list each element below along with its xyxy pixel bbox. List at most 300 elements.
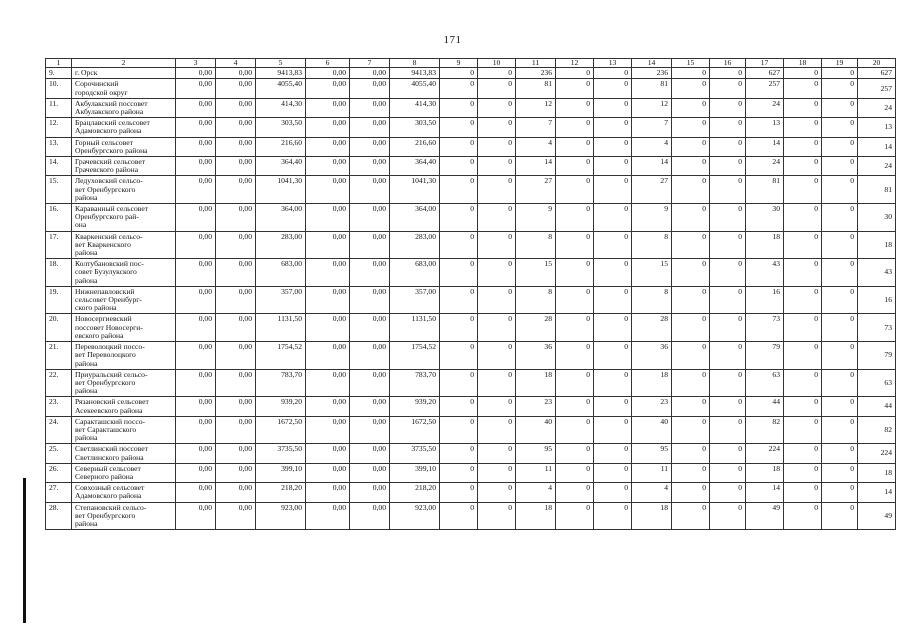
table-cell: 0	[672, 483, 710, 502]
table-cell: 0	[478, 259, 516, 287]
table-cell: 82	[746, 416, 784, 444]
table-cell: 81	[858, 176, 896, 204]
table-cell: 0	[440, 98, 478, 117]
table-cell: 0,00	[176, 137, 216, 156]
table-cell: 0	[672, 444, 710, 463]
table-cell: 0	[784, 231, 822, 259]
table-row	[46, 157, 896, 176]
table-cell: 0,00	[306, 259, 350, 287]
table-row	[46, 416, 896, 444]
table-cell: 0	[556, 416, 594, 444]
table-cell: 0,00	[176, 369, 216, 397]
table-cell: 0,00	[216, 314, 256, 342]
table-cell: 9413,83	[256, 68, 306, 79]
municipality-name: г. Орск	[72, 68, 176, 79]
table-cell: 0	[594, 137, 632, 156]
municipality-name: Рязановский сельсовет Асекеевского района	[72, 397, 176, 416]
table-cell: 0	[594, 259, 632, 287]
table-cell: 0,00	[306, 444, 350, 463]
table-cell: 4	[632, 137, 672, 156]
table-cell: 0	[440, 68, 478, 79]
table-cell: 0	[478, 176, 516, 204]
table-cell: 0	[594, 98, 632, 117]
table-cell: 0	[478, 314, 516, 342]
table-cell: 0,00	[306, 286, 350, 314]
table-row	[46, 259, 896, 287]
table-cell: 783,70	[256, 369, 306, 397]
table-cell: 0	[478, 137, 516, 156]
table-cell: 0	[822, 98, 858, 117]
table-cell: 13	[858, 118, 896, 137]
row-number: 26.	[46, 463, 72, 482]
table-cell: 0	[822, 502, 858, 530]
table-cell: 8	[516, 231, 556, 259]
table-row	[46, 98, 896, 117]
table-cell: 1754,52	[390, 342, 440, 370]
table-cell: 0	[710, 397, 746, 416]
table-cell: 1672,50	[390, 416, 440, 444]
row-number: 21.	[46, 342, 72, 370]
table-cell: 0	[478, 416, 516, 444]
table-cell: 627	[746, 68, 784, 79]
table-cell: 0	[556, 68, 594, 79]
table-cell: 49	[858, 502, 896, 530]
table-cell: 0	[710, 463, 746, 482]
table-cell: 0,00	[306, 342, 350, 370]
table-cell: 0	[784, 79, 822, 98]
page-number: 171	[443, 34, 462, 46]
table-row	[46, 204, 896, 232]
table-cell: 399,10	[256, 463, 306, 482]
table-cell: 0	[478, 98, 516, 117]
column-header: 9	[440, 59, 478, 68]
table-cell: 0,00	[350, 416, 390, 444]
table-cell: 0	[556, 502, 594, 530]
table-cell: 236	[632, 68, 672, 79]
table-cell: 0,00	[176, 416, 216, 444]
table-cell: 0	[784, 483, 822, 502]
table-cell: 95	[516, 444, 556, 463]
table-cell: 81	[632, 79, 672, 98]
table-cell: 283,00	[390, 231, 440, 259]
row-number: 15.	[46, 176, 72, 204]
municipality-name: Переволоцкий поссо- вет Переволоцкого района	[72, 342, 176, 370]
table-cell: 0	[594, 397, 632, 416]
row-number: 14.	[46, 157, 72, 176]
municipality-name: Приуральский сельсо- вет Оренбургского района	[72, 369, 176, 397]
table-cell: 1041,30	[256, 176, 306, 204]
table-cell: 0	[822, 483, 858, 502]
table-cell: 44	[746, 397, 784, 416]
table-cell: 0,00	[350, 286, 390, 314]
table-cell: 0	[594, 444, 632, 463]
table-cell: 0	[672, 157, 710, 176]
table-cell: 0	[478, 463, 516, 482]
row-number: 27.	[46, 483, 72, 502]
table-cell: 0	[440, 314, 478, 342]
table-cell: 63	[858, 369, 896, 397]
table-cell: 0,00	[216, 444, 256, 463]
table-row	[46, 502, 896, 530]
table-cell: 0	[440, 369, 478, 397]
table-cell: 4055,40	[390, 79, 440, 98]
table-cell: 257	[746, 79, 784, 98]
row-number: 17.	[46, 231, 72, 259]
table-cell: 4	[516, 483, 556, 502]
table-cell: 14	[632, 157, 672, 176]
table-cell: 224	[746, 444, 784, 463]
table-row	[46, 483, 896, 502]
table-cell: 683,00	[390, 259, 440, 287]
table-cell: 18	[516, 502, 556, 530]
table-cell: 0,00	[350, 342, 390, 370]
table-row	[46, 176, 896, 204]
table-cell: 0	[710, 118, 746, 137]
table-row	[46, 314, 896, 342]
table-cell: 0	[594, 286, 632, 314]
table-cell: 0	[672, 79, 710, 98]
table-cell: 1041,30	[390, 176, 440, 204]
table-cell: 0	[672, 286, 710, 314]
municipality-name: Светлинский поссовет Светлинского района	[72, 444, 176, 463]
table-row	[46, 369, 896, 397]
table-cell: 0	[784, 259, 822, 287]
table-cell: 4	[632, 483, 672, 502]
table-cell: 27	[632, 176, 672, 204]
table-cell: 27	[516, 176, 556, 204]
table-cell: 1131,50	[390, 314, 440, 342]
table-cell: 216,60	[390, 137, 440, 156]
table-cell: 0	[594, 176, 632, 204]
table-cell: 0,00	[350, 463, 390, 482]
table-cell: 0	[822, 68, 858, 79]
table-cell: 79	[858, 342, 896, 370]
table-cell: 16	[746, 286, 784, 314]
table-cell: 0,00	[350, 204, 390, 232]
table-cell: 0,00	[176, 231, 216, 259]
table-cell: 0,00	[306, 98, 350, 117]
table-cell: 0	[822, 286, 858, 314]
table-cell: 40	[516, 416, 556, 444]
table-cell: 0	[594, 502, 632, 530]
table-cell: 0	[594, 231, 632, 259]
table-cell: 0	[594, 369, 632, 397]
table-cell: 0	[556, 369, 594, 397]
table-cell: 13	[746, 118, 784, 137]
table-cell: 40	[632, 416, 672, 444]
table-cell: 9413,83	[390, 68, 440, 79]
table-cell: 357,00	[390, 286, 440, 314]
table-cell: 0	[672, 231, 710, 259]
row-number: 9.	[46, 68, 72, 79]
column-header: 18	[784, 59, 822, 68]
table-cell: 7	[516, 118, 556, 137]
table-cell: 0	[672, 259, 710, 287]
table-cell: 0,00	[216, 157, 256, 176]
table-cell: 1754,52	[256, 342, 306, 370]
table-cell: 0	[784, 342, 822, 370]
table-cell: 11	[632, 463, 672, 482]
municipality-name: Сорочинский городской округ	[72, 79, 176, 98]
table-cell: 0	[478, 483, 516, 502]
table-cell: 0	[594, 463, 632, 482]
table-cell: 82	[858, 416, 896, 444]
table-cell: 0	[784, 118, 822, 137]
table-cell: 0	[822, 137, 858, 156]
table-cell: 0,00	[176, 259, 216, 287]
municipality-name: Северный сельсовет Северного района	[72, 463, 176, 482]
row-number: 10.	[46, 79, 72, 98]
row-number: 28.	[46, 502, 72, 530]
table-row	[46, 137, 896, 156]
table-cell: 0	[822, 416, 858, 444]
table-cell: 30	[858, 204, 896, 232]
table-cell: 0	[440, 483, 478, 502]
row-number: 12.	[46, 118, 72, 137]
table-row	[46, 231, 896, 259]
table-cell: 7	[632, 118, 672, 137]
table-cell: 0	[672, 204, 710, 232]
table-cell: 364,40	[256, 157, 306, 176]
table-cell: 0	[556, 463, 594, 482]
table-row	[46, 397, 896, 416]
table-cell: 1131,50	[256, 314, 306, 342]
table-cell: 4055,40	[256, 79, 306, 98]
table-cell: 0,00	[306, 118, 350, 137]
table-cell: 0	[710, 444, 746, 463]
table-row	[46, 68, 896, 79]
table-cell: 0,00	[176, 463, 216, 482]
table-cell: 216,60	[256, 137, 306, 156]
municipality-name: Колтубановский пос- совет Бузулукского района	[72, 259, 176, 287]
table-row	[46, 79, 896, 98]
table-cell: 0,00	[216, 502, 256, 530]
table-cell: 0	[478, 157, 516, 176]
table-cell: 81	[746, 176, 784, 204]
table-cell: 0	[784, 397, 822, 416]
table-cell: 0	[440, 502, 478, 530]
municipality-name: Горный сельсовет Оренбургского района	[72, 137, 176, 156]
table-cell: 0	[710, 483, 746, 502]
table-cell: 28	[516, 314, 556, 342]
table-row	[46, 118, 896, 137]
table-cell: 0,00	[306, 314, 350, 342]
column-header: 10	[478, 59, 516, 68]
row-number: 24.	[46, 416, 72, 444]
table-cell: 0	[440, 157, 478, 176]
table-row	[46, 286, 896, 314]
table-cell: 44	[858, 397, 896, 416]
table-cell: 0,00	[216, 342, 256, 370]
table-cell: 218,20	[256, 483, 306, 502]
table-cell: 0	[478, 79, 516, 98]
table-cell: 414,30	[390, 98, 440, 117]
table-cell: 3735,50	[256, 444, 306, 463]
table-cell: 18	[746, 463, 784, 482]
table-cell: 783,70	[390, 369, 440, 397]
column-header: 13	[594, 59, 632, 68]
table-cell: 0	[556, 231, 594, 259]
table-cell: 0	[710, 137, 746, 156]
row-number: 16.	[46, 204, 72, 232]
table-cell: 0,00	[306, 416, 350, 444]
municipality-name: Степановский сельсо- вет Оренбургского района	[72, 502, 176, 530]
row-number: 23.	[46, 397, 72, 416]
table-cell: 0	[556, 137, 594, 156]
table-cell: 0,00	[350, 369, 390, 397]
municipality-name: Саракташский поссо- вет Саракташского района	[72, 416, 176, 444]
row-number: 25.	[46, 444, 72, 463]
table-cell: 9	[632, 204, 672, 232]
table-cell: 73	[858, 314, 896, 342]
table-cell: 0	[672, 68, 710, 79]
table-cell: 0,00	[306, 502, 350, 530]
column-header: 3	[176, 59, 216, 68]
table-cell: 0,00	[176, 397, 216, 416]
table-cell: 303,50	[390, 118, 440, 137]
table-cell: 0	[478, 397, 516, 416]
table-cell: 0	[710, 204, 746, 232]
table-cell: 0	[710, 369, 746, 397]
table-cell: 8	[632, 231, 672, 259]
table-cell: 939,20	[256, 397, 306, 416]
table-cell: 0	[672, 176, 710, 204]
table-cell: 364,00	[390, 204, 440, 232]
table-cell: 1672,50	[256, 416, 306, 444]
table-cell: 0	[594, 68, 632, 79]
table-cell: 36	[516, 342, 556, 370]
table-cell: 0,00	[306, 137, 350, 156]
table-cell: 0	[556, 483, 594, 502]
table-cell: 0	[556, 204, 594, 232]
table-cell: 0,00	[216, 204, 256, 232]
table-cell: 0,00	[350, 68, 390, 79]
table-cell: 24	[858, 157, 896, 176]
table-cell: 0	[784, 314, 822, 342]
table-cell: 0	[822, 118, 858, 137]
table-cell: 15	[632, 259, 672, 287]
table-cell: 0	[556, 259, 594, 287]
table-cell: 0,00	[216, 397, 256, 416]
table-cell: 0	[478, 502, 516, 530]
table-cell: 303,50	[256, 118, 306, 137]
table-cell: 0	[556, 79, 594, 98]
table-cell: 0	[556, 444, 594, 463]
table-cell: 0	[822, 157, 858, 176]
table-cell: 14	[746, 483, 784, 502]
table-cell: 0	[594, 416, 632, 444]
table-cell: 43	[858, 259, 896, 287]
table-cell: 0,00	[176, 342, 216, 370]
municipality-name: Караванный сельсовет Оренбургского рай- она	[72, 204, 176, 232]
table-cell: 0	[556, 314, 594, 342]
table-cell: 0	[710, 176, 746, 204]
row-number: 20.	[46, 314, 72, 342]
column-header: 12	[556, 59, 594, 68]
table-cell: 0	[710, 157, 746, 176]
table-cell: 28	[632, 314, 672, 342]
table-cell: 0	[822, 342, 858, 370]
municipality-name: Кваркенский сельсо- вет Кваркенского района	[72, 231, 176, 259]
table-cell: 0,00	[176, 286, 216, 314]
table-cell: 0,00	[176, 68, 216, 79]
table-cell: 0	[784, 416, 822, 444]
table-cell: 0	[440, 259, 478, 287]
table-cell: 0	[556, 118, 594, 137]
table-cell: 0	[478, 118, 516, 137]
table-cell: 3735,50	[390, 444, 440, 463]
table-header	[46, 59, 896, 68]
table-cell: 0,00	[350, 397, 390, 416]
table-cell: 257	[858, 79, 896, 98]
table-cell: 0	[822, 369, 858, 397]
table-cell: 0	[710, 502, 746, 530]
table-cell: 0,00	[306, 397, 350, 416]
table-cell: 0,00	[306, 483, 350, 502]
table-cell: 0	[822, 204, 858, 232]
table-cell: 0,00	[350, 231, 390, 259]
table-cell: 0	[672, 397, 710, 416]
table-cell: 0	[440, 342, 478, 370]
table-cell: 0,00	[216, 98, 256, 117]
table-cell: 79	[746, 342, 784, 370]
table-cell: 63	[746, 369, 784, 397]
table-cell: 0,00	[176, 204, 216, 232]
table-cell: 0,00	[350, 98, 390, 117]
row-number: 19.	[46, 286, 72, 314]
table-cell: 0	[672, 416, 710, 444]
table-cell: 0	[440, 176, 478, 204]
table-cell: 0,00	[306, 79, 350, 98]
table-cell: 0,00	[216, 68, 256, 79]
table-cell: 364,00	[256, 204, 306, 232]
table-cell: 0	[440, 118, 478, 137]
table-cell: 0	[784, 369, 822, 397]
table-cell: 18	[632, 369, 672, 397]
column-header: 19	[822, 59, 858, 68]
table-cell: 0	[710, 68, 746, 79]
table-cell: 18	[632, 502, 672, 530]
table-cell: 23	[516, 397, 556, 416]
table-cell: 0,00	[176, 98, 216, 117]
table-cell: 18	[516, 369, 556, 397]
table-cell: 24	[746, 98, 784, 117]
column-header: 15	[672, 59, 710, 68]
table-cell: 0	[672, 314, 710, 342]
table-cell: 0	[672, 137, 710, 156]
column-header: 16	[710, 59, 746, 68]
table-cell: 0	[440, 204, 478, 232]
table-row	[46, 342, 896, 370]
table-cell: 0,00	[216, 416, 256, 444]
table-cell: 0	[478, 286, 516, 314]
table-cell: 0	[822, 463, 858, 482]
table-cell: 14	[516, 157, 556, 176]
table-cell: 357,00	[256, 286, 306, 314]
table-cell: 0,00	[350, 483, 390, 502]
table-cell: 0	[672, 118, 710, 137]
column-header: 14	[632, 59, 672, 68]
table-cell: 0	[822, 176, 858, 204]
table-cell: 0,00	[350, 502, 390, 530]
table-cell: 0	[822, 444, 858, 463]
column-header: 6	[306, 59, 350, 68]
table-cell: 0	[784, 98, 822, 117]
table-cell: 0,00	[176, 157, 216, 176]
table-cell: 0	[822, 314, 858, 342]
table-cell: 283,00	[256, 231, 306, 259]
table-cell: 4	[516, 137, 556, 156]
